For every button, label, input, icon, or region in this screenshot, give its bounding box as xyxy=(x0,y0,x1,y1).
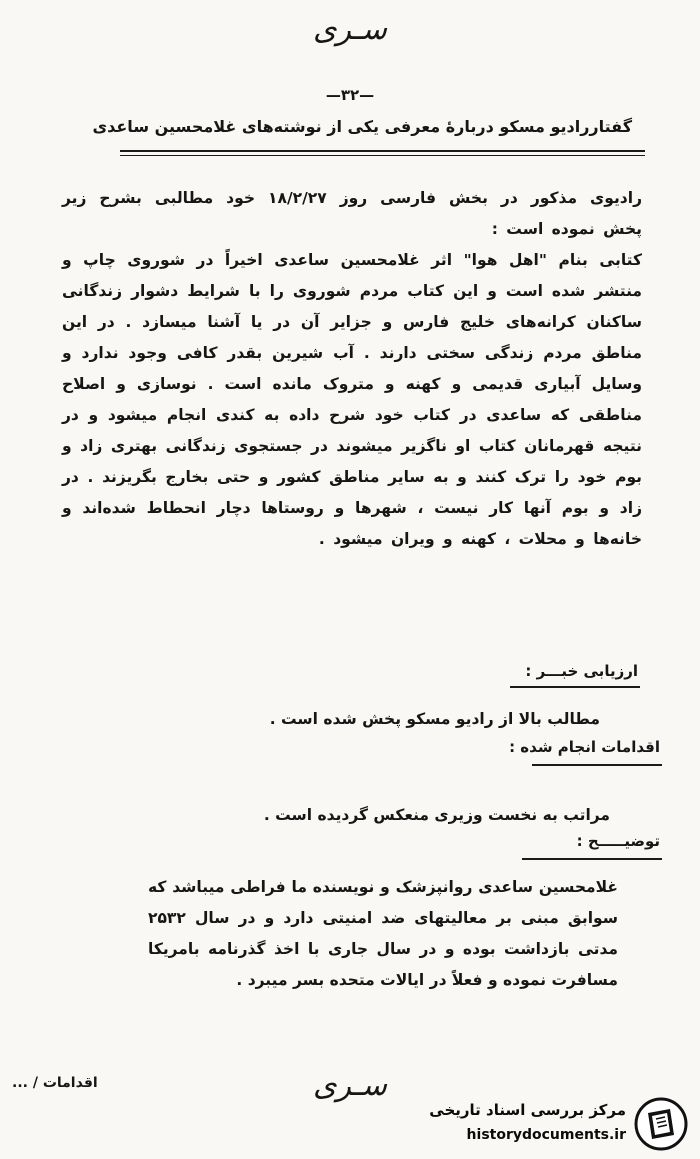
report-paragraph: کتابی بنام "اهل هوا" اثر غلامحسین ساعدی اخیراً در شوروی چاپ و منتشر شده است و این کتاب مردم شوروی را با شرایط دشوار زندگانی ساکنان کرانه‌های خلیج فارس و جزایر آن در یا آشنا میسازد . در این مناطق مردم زندگی سختی دارند . آب شیرین بقدر کافی وجود ندارد و وسایل آبیاری قدیمی و کهنه و متروک مانده است . نوسازی و اصلاح مناطقی که ساعدی در کتاب خود شرح داده به کندی انجام میشود و در نتیجه قهرمانان کتاب او ناگزیر میشوند در جستجوی زندگانی بهتری زاد و بوم خود را ترک کنند و به سایر مناطق کشور و حتی بخارج بگریزند . در زاد و بوم آنها کار نیست ، شهرها و روستاها دچار انحطاط شده‌اند و خانه‌ها و محلات ، کهنه و ویران میشود . xyxy=(62,251,642,548)
report-intro: رادیوی مذکور در بخش فارسی روز ۱۸/۲/۲۷ خود مطالبی بشرح زیر پخش نموده است : xyxy=(62,189,642,238)
actions-heading xyxy=(509,738,660,756)
document-title: گفتاررادیو مسکو دربارهٔ معرفی یکی از نوشته‌های غلامحسین ساعدی xyxy=(92,117,632,136)
title-underline-secondary xyxy=(120,155,645,156)
classification-bottom: سـری xyxy=(313,1068,387,1103)
assessment-text: مطالب بالا از رادیو مسکو پخش شده است . xyxy=(269,710,600,728)
explanation-underline xyxy=(522,858,662,860)
assessment-underline xyxy=(510,686,640,688)
actions-continuation-note: اقدامات / ... xyxy=(12,1075,98,1091)
watermark-url: historydocuments.ir xyxy=(466,1127,626,1143)
explanation-heading xyxy=(577,832,660,850)
assessment-heading xyxy=(525,662,638,680)
watermark-name: مرکز بررسی اسناد تاریخی xyxy=(429,1101,626,1119)
explanation-text: غلامحسین ساعدی روانپزشک و نویسنده ما فراطی میباشد که سوابق مبنی بر معالیتهای ضد امنیتی دارد و در سال ۲۵۳۲ مدتی بازداشت بوده و در سال جاری با اخذ گذرنامه بامریکا مسافرت نموده و فعلاً در ایالات متحده بسر میبرد . xyxy=(148,878,618,989)
archive-emblem-icon xyxy=(634,1097,688,1151)
title-underline xyxy=(120,150,645,152)
explanation-heading-label: توضیـــــح : xyxy=(576,832,660,850)
assessment-heading-label: ارزیابی خبـــر : xyxy=(525,662,638,680)
report-body xyxy=(62,183,642,555)
archive-watermark xyxy=(412,1095,690,1153)
actions-text: مراتب به نخست وزیری منعکس گردیده است . xyxy=(263,806,610,824)
classification-top: سـری xyxy=(313,12,387,47)
page-number: —۳۲— xyxy=(325,86,375,104)
actions-heading-label: اقدامات انجام شده : xyxy=(509,738,660,756)
actions-underline xyxy=(532,764,662,766)
